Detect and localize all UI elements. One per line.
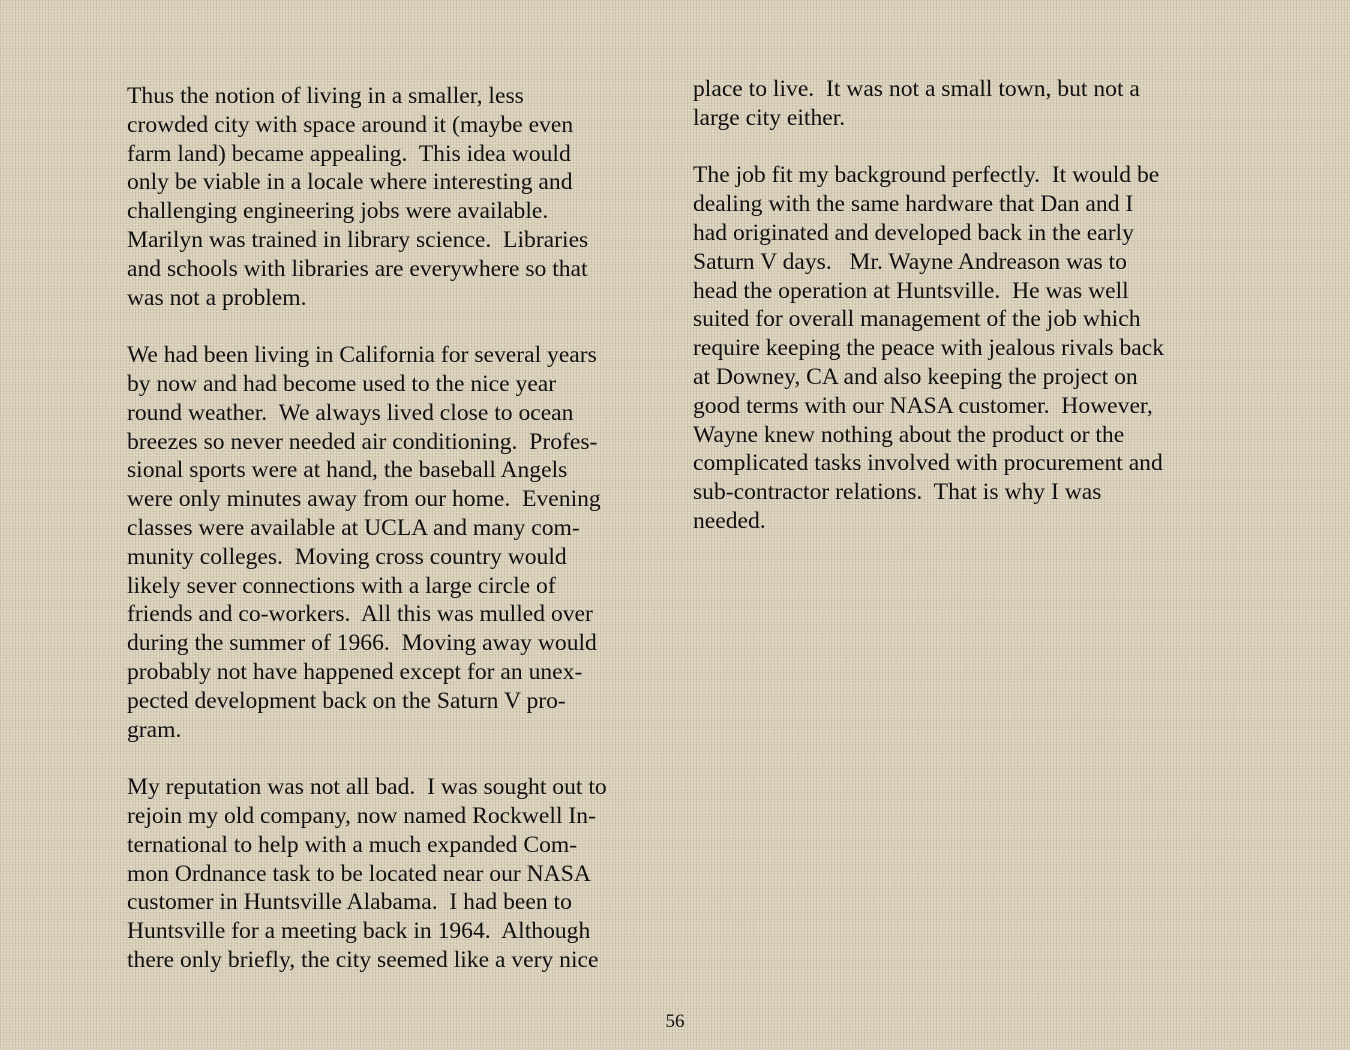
text-line: good terms with our NASA customer. However,: [693, 392, 1153, 419]
text-line: head the operation at Huntsville. He was well: [693, 277, 1129, 304]
text-line: round weather. We always lived close to ocean: [127, 399, 574, 426]
text-line: rejoin my old company, now named Rockwell In-: [127, 802, 596, 829]
paragraph: [127, 773, 642, 975]
left-column: [127, 82, 642, 975]
paragraph-break: [127, 744, 642, 773]
text-line: complicated tasks involved with procurement and: [693, 450, 1163, 477]
text-line: farm land) became appealing. This idea would: [127, 140, 571, 167]
text-line: there only briefly, the city seemed like a very nice: [127, 946, 599, 973]
text-line: pected development back on the Saturn V pro-: [127, 687, 566, 714]
text-line: require keeping the peace with jealous rivals back: [693, 335, 1165, 362]
text-line: suited for overall management of the job which: [693, 306, 1141, 333]
text-line: large city either.: [693, 104, 846, 131]
text-line: by now and had become used to the nice year: [127, 370, 557, 397]
text-line: likely sever connections with a large circle of: [127, 572, 556, 599]
paragraph: [127, 341, 642, 744]
paragraph-break: [693, 133, 1208, 162]
text-line: Thus the notion of living in a smaller, less: [127, 83, 524, 109]
text-line: had originated and developed back in the early: [693, 219, 1134, 246]
text-line: Saturn V days. Mr. Wayne Andreason was to: [693, 248, 1127, 275]
text-line: sub-contractor relations. That is why I was: [693, 479, 1102, 506]
text-line: challenging engineering jobs were available.: [127, 198, 549, 225]
text-line: munity colleges. Moving cross country would: [127, 543, 567, 570]
text-line: customer in Huntsville Alabama. I had been to: [127, 889, 572, 916]
paragraph: [693, 75, 1208, 133]
text-line: crowded city with space around it (maybe even: [127, 111, 574, 138]
text-line: place to live. It was not a small town, but not a: [693, 76, 1140, 102]
text-line: mon Ordnance task to be located near our NASA: [127, 860, 591, 887]
text-line: My reputation was not all bad. I was sought out to: [127, 774, 607, 801]
text-line: The job fit my background perfectly. It would be: [693, 162, 1160, 189]
paragraph: [693, 161, 1208, 535]
text-line: Wayne knew nothing about the product or the: [693, 421, 1125, 448]
text-line: We had been living in California for several years: [127, 342, 597, 369]
text-line: probably not have happened except for an unex-: [127, 658, 583, 685]
text-line: ternational to help with a much expanded Com-: [127, 831, 578, 858]
right-column: [693, 75, 1208, 536]
text-line: friends and co-workers. All this was mulled over: [127, 601, 593, 628]
text-line: breezes so never needed air conditioning. Profes-: [127, 428, 598, 455]
text-line: needed.: [693, 507, 766, 534]
paragraph: [127, 82, 642, 312]
text-line: during the summer of 1966. Moving away would: [127, 630, 597, 657]
text-line: classes were available at UCLA and many com-: [127, 514, 580, 541]
text-line: sional sports were at hand, the baseball Angels: [127, 457, 568, 484]
paragraph-break: [127, 312, 642, 341]
text-line: gram.: [127, 716, 182, 743]
text-line: only be viable in a locale where interesting and: [127, 169, 573, 196]
page-number: 56: [665, 1011, 685, 1032]
text-line: Huntsville for a meeting back in 1964. Although: [127, 918, 591, 945]
text-line: were only minutes away from our home. Evening: [127, 486, 601, 513]
text-line: at Downey, CA and also keeping the project on: [693, 363, 1138, 390]
text-line: and schools with libraries are everywhere so that: [127, 255, 588, 282]
text-line: dealing with the same hardware that Dan and I: [693, 191, 1134, 218]
text-line: was not a problem.: [127, 284, 307, 311]
text-line: Marilyn was trained in library science. Libraries: [127, 226, 589, 253]
